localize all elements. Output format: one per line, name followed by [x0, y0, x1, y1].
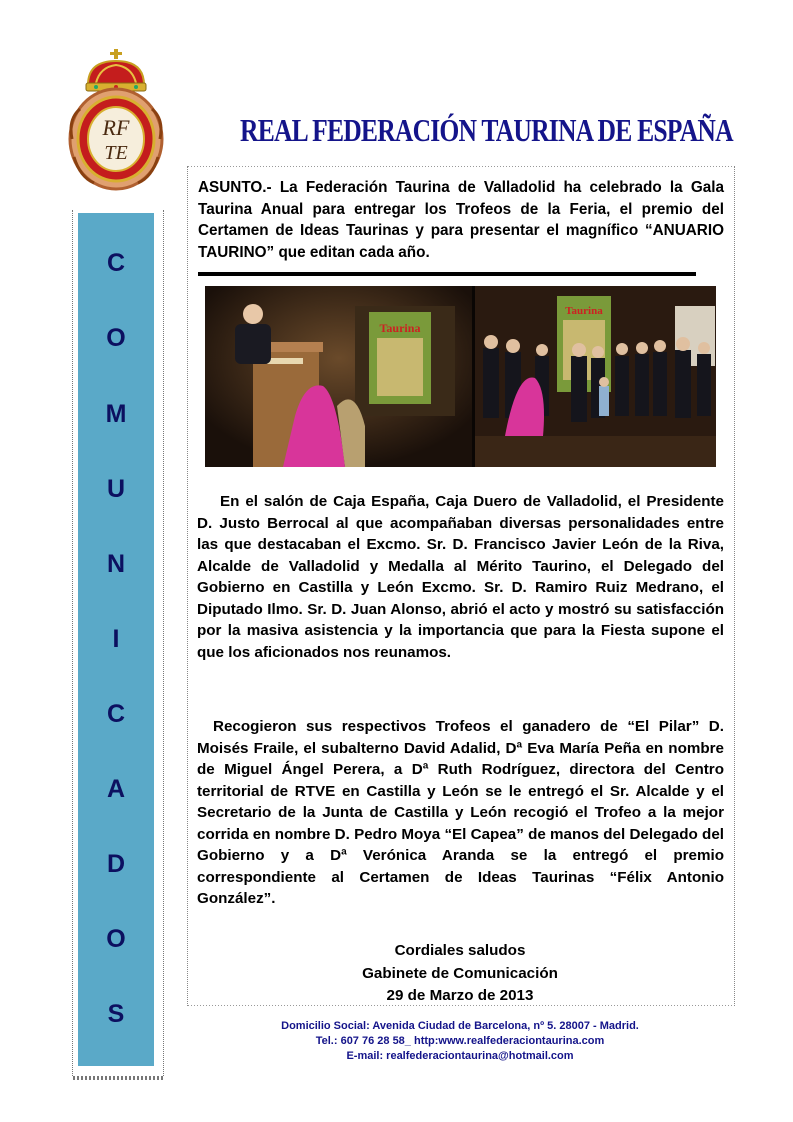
comunicados-sidebar	[78, 213, 154, 1066]
subject-paragraph: ASUNTO.- La Federación Taurina de Valladolid ha celebrado la Gala Taurina Anual para entregar los Trofeos de la Feria, el premio del Certamen de Ideas Taurinas y para presentar el magnífico “ANUARIO TAURINO” que editan cada año.	[198, 179, 724, 261]
separator-rule	[198, 272, 696, 276]
sidebar-letter: N	[106, 550, 126, 578]
sidebar-letter: U	[106, 475, 126, 503]
poster-text: Taurina	[379, 321, 421, 335]
footer-address: Domicilio Social: Avenida Ciudad de Barcelona, nº 5. 28007 - Madrid.	[281, 1020, 639, 1032]
event-photo	[205, 286, 716, 467]
closing-department: Gabinete de Comunicación	[362, 965, 558, 982]
closing-greeting: Cordiales saludos	[394, 942, 526, 959]
sidebar-letter: D	[106, 850, 126, 878]
sidebar-letter: I	[112, 625, 120, 653]
sidebar-letter: A	[106, 775, 126, 803]
footer-email: E-mail: realfederaciontaurina@hotmail.com	[346, 1050, 574, 1062]
body-paragraph-2: Recogieron sus respectivos Trofeos el ganadero de “El Pilar” D. Moisés Fraile, el subalterno David Adalid, Dª Eva María Peña en nombre de Miguel Ángel Perera, a Dª Ruth Rodríguez, directora del Centro territorial de RTVE en Castilla y León se le entregó el Sr. Alcalde y el Secretario de la Junta de Castilla y León recogió el Trofeo a la mejor corrida en nombre D. Pedro Moya “El Capea” de manos del Delegado del Gobierno y a Dª Verónica Aranda se la entregó el premio correspondiente al Certamen de Ideas Taurinas “Félix Antonio González”.	[197, 718, 724, 907]
footer-phone-web: Tel.: 607 76 28 58_ http:www.realfederaciontaurina.com	[315, 1035, 605, 1047]
crest-monogram: RF	[102, 115, 130, 140]
sidebar-letter: C	[106, 249, 126, 277]
body-paragraph-1: En el salón de Caja España, Caja Duero de Valladolid, el Presidente D. Justo Berrocal al que acompañaban diversas personalidades entre las que destacaban el Excmo. Sr. D. Francisco Javier León de la Riva, Alcalde de Valladolid y Medalla al Mérito Taurino, el Delegado del Gobierno en Castilla y León Excmo. Sr. D. Ramiro Ruiz Medrano, el Diputado Ilmo. Sr. D. Juan Alonso, abrió el acto y mostró su satisfacción por la masiva asistencia y la importancia que para la Fiesta supone el que los aficionados nos reunamos.	[197, 493, 724, 661]
sidebar-letter: O	[106, 925, 126, 953]
svg-text:TE: TE	[104, 142, 128, 164]
svg-text:Taurina: Taurina	[565, 305, 603, 317]
crown-icon	[86, 49, 146, 91]
closing-date: 29 de Marzo de 2013	[386, 987, 534, 1004]
sidebar-letter: S	[107, 1000, 125, 1028]
sidebar-letter: C	[106, 700, 126, 728]
sidebar-letter: M	[105, 400, 127, 428]
page-title: REAL FEDERACIÓN TAURINA DE ESPAÑA	[240, 112, 733, 148]
federation-crest-logo	[66, 47, 166, 197]
sidebar-letter: O	[106, 324, 126, 352]
